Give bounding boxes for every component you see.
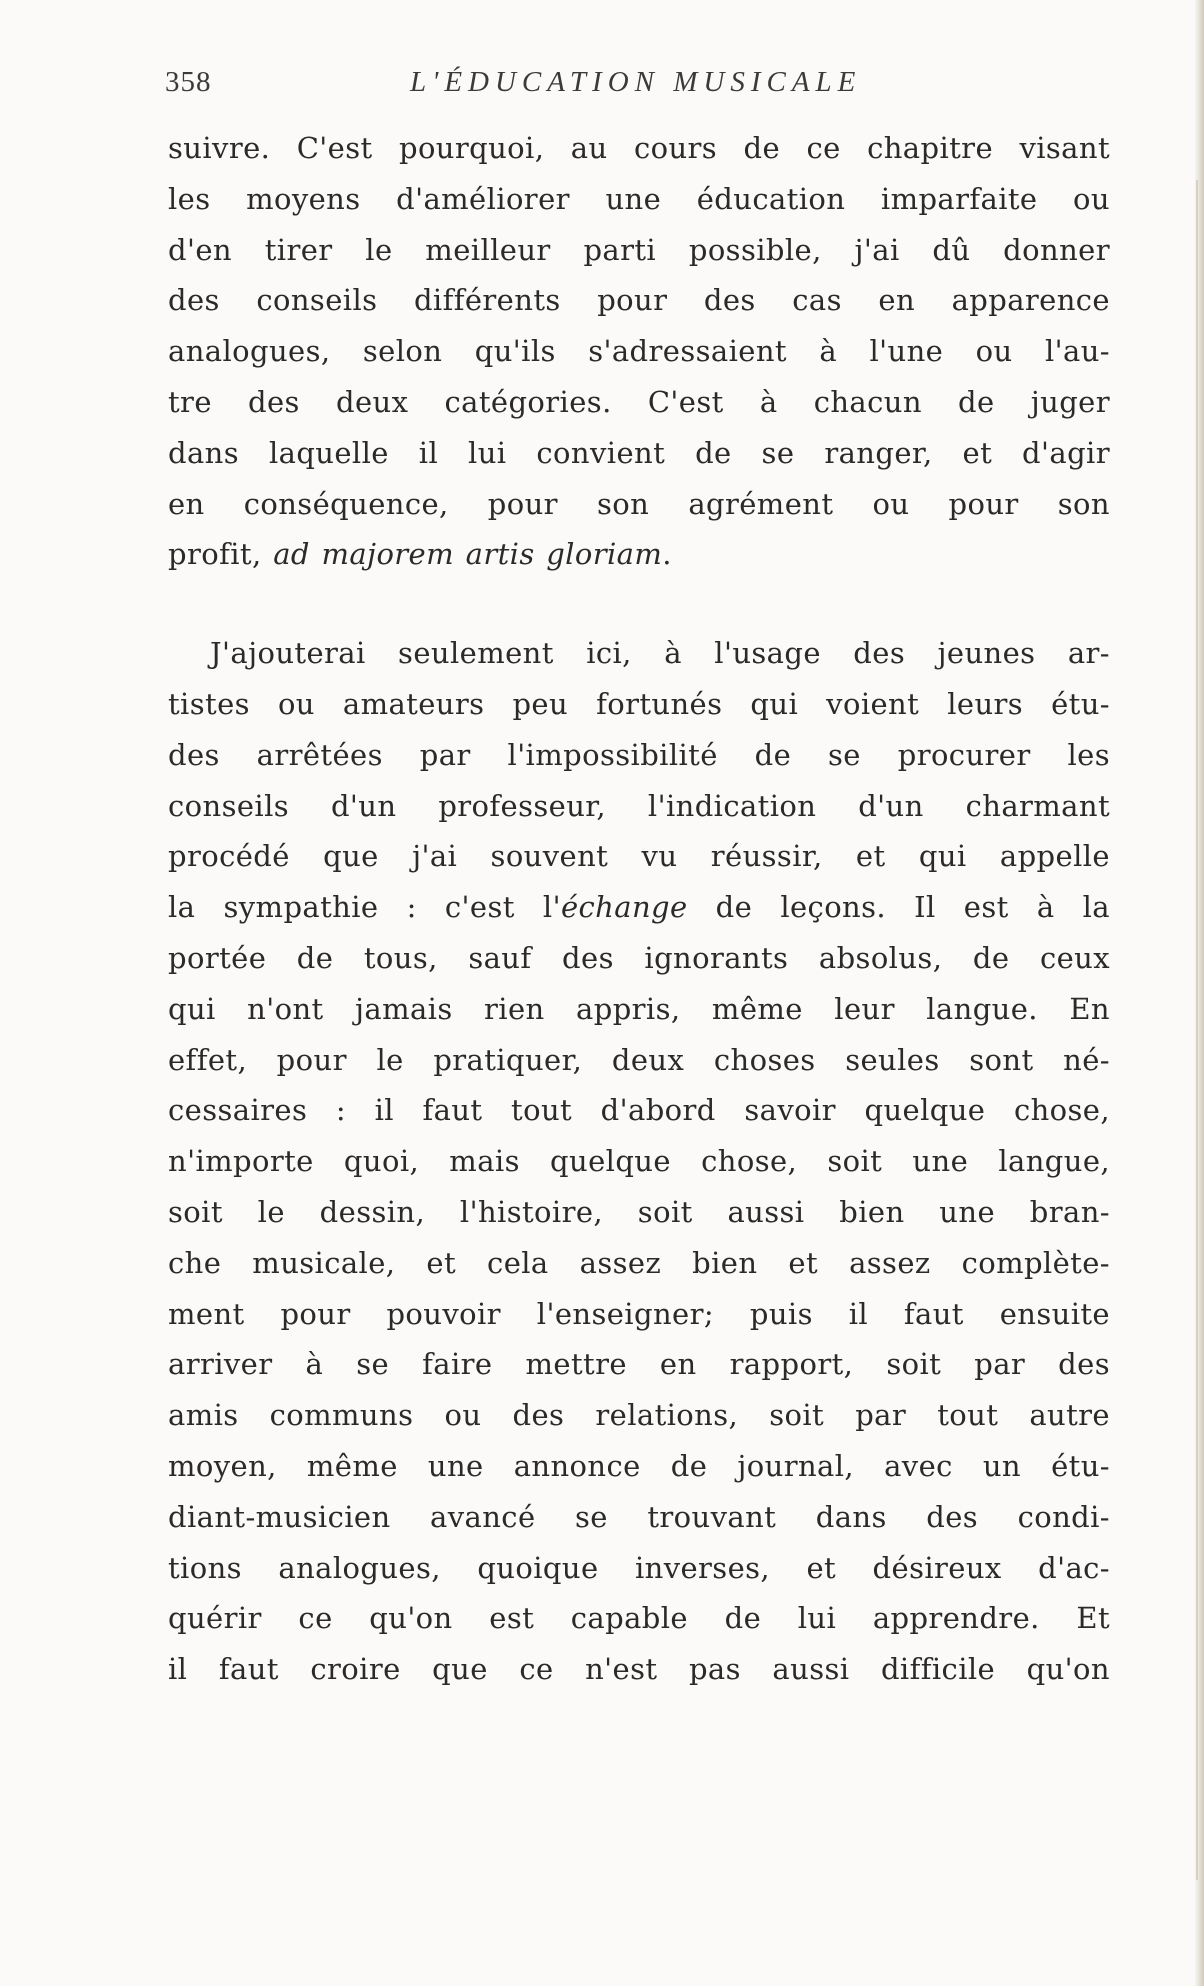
text-line: les moyens d'améliorer une éducation imparfaite ou [168,181,1110,216]
text-line-last [168,529,1110,580]
text-line: qui n'ont jamais rien appris, même leur langue. En [168,991,1110,1026]
text-run: . [662,537,672,572]
text-line: il faut croire que ce n'est pas aussi difficile qu'on [168,1652,1110,1687]
text-run: la sympathie : c'est l' [168,890,561,925]
page-header [165,66,1115,106]
text-line: tre des deux catégories. C'est à chacun de juger [168,384,1110,419]
running-head: L'ÉDUCATION MUSICALE [410,66,862,98]
text-line: en conséquence, pour son agrément ou pour son [168,486,1110,521]
text-line: che musicale, et cela assez bien et assez complète- [168,1245,1110,1280]
text-line: dans laquelle il lui convient de se ranger, et d'agir [168,435,1110,470]
text-line: d'en tirer le meilleur parti possible, j'ai dû donner [168,232,1110,267]
latin-phrase: ad majorem artis gloriam [273,537,663,572]
text-line: tistes ou amateurs peu fortunés qui voient leurs étu- [168,686,1110,721]
text-line: amis communs ou des relations, soit par tout autre [168,1398,1110,1433]
body-text [168,123,1110,1695]
text-line: soit le dessin, l'histoire, soit aussi bien une bran- [168,1194,1110,1229]
text-line: cessaires : il faut tout d'abord savoir quelque chose, [168,1093,1110,1128]
text-line: effet, pour le pratiquer, deux choses seules sont né- [168,1042,1110,1077]
text-run: de leçons. Il est à la [687,890,1110,925]
text-line: des arrêtées par l'impossibilité de se procurer les [168,737,1110,772]
page-number: 358 [165,66,212,98]
text-line: quérir ce qu'on est capable de lui apprendre. Et [168,1601,1110,1636]
text-line: procédé que j'ai souvent vu réussir, et qui appelle [168,839,1110,874]
text-line: ment pour pouvoir l'enseigner; puis il faut ensuite [168,1296,1110,1331]
text-line: arriver à se faire mettre en rapport, soit par des [168,1347,1110,1382]
text-line [168,882,1110,933]
text-line: des conseils différents pour des cas en apparence [168,283,1110,318]
text-line: n'importe quoi, mais quelque chose, soit une langue, [168,1144,1110,1179]
emphasized-word: échange [560,890,688,925]
text-line: conseils d'un professeur, l'indication d'un charmant [168,788,1110,823]
paragraph-gap [168,580,1110,628]
paragraph-2 [168,628,1110,1695]
text-line-first: J'ajouterai seulement ici, à l'usage des jeunes ar- [210,636,1110,671]
text-line: portée de tous, sauf des ignorants absolus, de ceux [168,940,1110,975]
paragraph-1 [168,123,1110,580]
text-line: suivre. C'est pourquoi, au cours de ce chapitre visant [168,131,1110,165]
text-line: analogues, selon qu'ils s'adressaient à l'une ou l'au- [168,334,1110,369]
text-run: profit, [168,537,274,572]
text-line: tions analogues, quoique inverses, et désireux d'ac- [168,1550,1110,1585]
page-edge-line [1196,180,1198,1880]
text-line: moyen, même une annonce de journal, avec un étu- [168,1448,1110,1483]
text-line: diant-musicien avancé se trouvant dans des condi- [168,1499,1110,1534]
